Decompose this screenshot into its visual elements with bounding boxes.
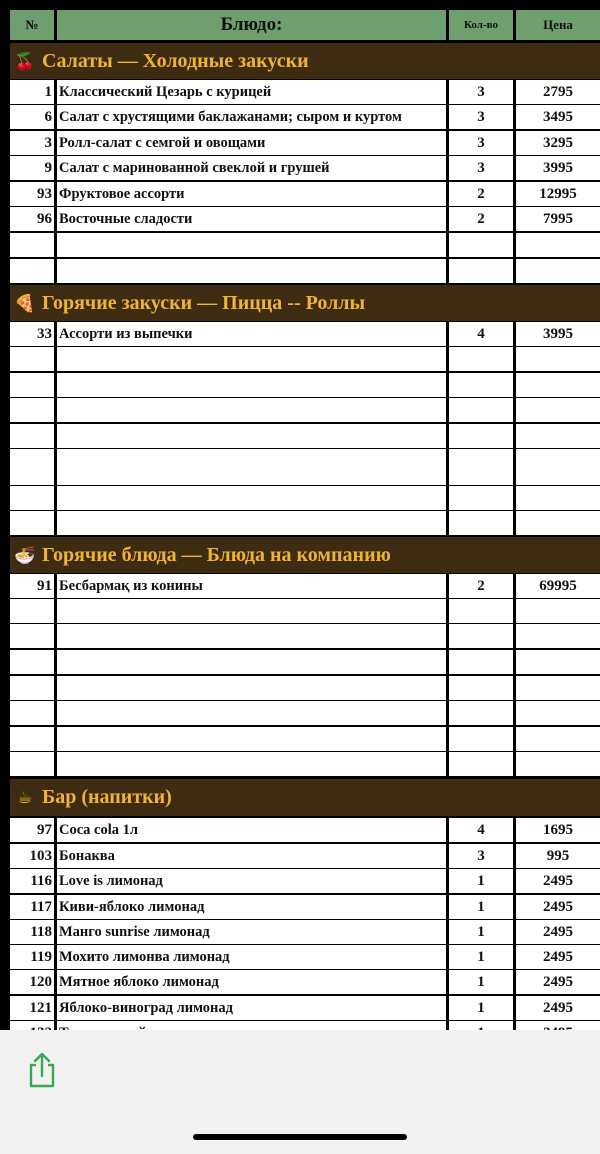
table-row[interactable] — [0, 844, 600, 868]
row-dish-name: Восточные сладости — [57, 207, 446, 231]
row-dish-name: Coca cola 1л — [57, 818, 446, 842]
row-num: 3 — [10, 131, 54, 155]
table-row[interactable] — [0, 80, 600, 104]
row-price: 3295 — [516, 131, 600, 155]
row-num: 93 — [10, 182, 54, 206]
section-header — [10, 779, 600, 816]
table-row[interactable] — [0, 818, 600, 842]
table-row[interactable] — [0, 156, 600, 180]
row-price — [516, 486, 600, 510]
table-row[interactable] — [0, 105, 600, 129]
row-num — [10, 624, 54, 648]
row-num: 96 — [10, 207, 54, 231]
row-qty: 3 — [449, 156, 513, 180]
table-row[interactable] — [0, 701, 600, 725]
row-dish-name — [57, 676, 446, 700]
row-qty: 2 — [449, 182, 513, 206]
row-qty: 3 — [449, 844, 513, 868]
row-qty — [449, 599, 513, 623]
row-num: 33 — [10, 322, 54, 346]
row-price — [516, 373, 600, 397]
row-qty — [449, 259, 513, 283]
row-qty — [449, 676, 513, 700]
row-dish-name: Ассорти из выпечки — [57, 322, 446, 346]
row-price — [516, 424, 600, 448]
row-price: 995 — [516, 844, 600, 868]
row-num: 1 — [10, 80, 54, 104]
row-dish-name — [57, 347, 446, 371]
row-num: 6 — [10, 105, 54, 129]
row-dish-name: Салат с маринованной свеклой и грушей — [57, 156, 446, 180]
row-num — [10, 398, 54, 422]
row-qty — [449, 373, 513, 397]
row-num: 121 — [10, 996, 54, 1020]
table-row[interactable] — [0, 945, 600, 969]
row-price — [516, 398, 600, 422]
table-row[interactable] — [0, 182, 600, 206]
row-price: 2495 — [516, 895, 600, 919]
row-qty — [449, 727, 513, 751]
row-dish-name: Мятное яблоко лимонад — [57, 970, 446, 994]
row-price: 69995 — [516, 574, 600, 598]
row-price — [516, 727, 600, 751]
row-price — [516, 624, 600, 648]
section-title: Салаты — Холодные закуски — [42, 50, 309, 72]
table-row[interactable] — [0, 895, 600, 919]
table-row[interactable] — [0, 322, 600, 346]
row-dish-name — [57, 233, 446, 257]
row-num: 117 — [10, 895, 54, 919]
row-qty — [449, 486, 513, 510]
row-num — [10, 676, 54, 700]
row-dish-name: Мохито лимонва лимонад — [57, 945, 446, 969]
home-indicator — [193, 1134, 407, 1140]
section-title: Бар (напитки) — [42, 786, 172, 808]
row-dish-name — [57, 449, 446, 485]
row-qty — [449, 752, 513, 776]
row-qty — [449, 233, 513, 257]
row-price — [516, 347, 600, 371]
table-row[interactable] — [0, 970, 600, 994]
row-num — [10, 727, 54, 751]
row-price — [516, 233, 600, 257]
row-num — [10, 424, 54, 448]
row-num — [10, 486, 54, 510]
row-price: 3495 — [516, 105, 600, 129]
table-row[interactable] — [0, 398, 600, 422]
row-dish-name — [57, 424, 446, 448]
row-qty: 2 — [449, 207, 513, 231]
row-qty: 1 — [449, 945, 513, 969]
row-dish-name — [57, 752, 446, 776]
row-qty — [449, 650, 513, 674]
row-dish-name: Love is лимонад — [57, 869, 446, 893]
row-price — [516, 599, 600, 623]
table-row[interactable] — [0, 752, 600, 776]
row-num — [10, 511, 54, 535]
table-row[interactable] — [0, 996, 600, 1020]
row-num: 9 — [10, 156, 54, 180]
table-row[interactable] — [0, 486, 600, 510]
row-qty — [449, 624, 513, 648]
row-price — [516, 676, 600, 700]
row-price: 3995 — [516, 156, 600, 180]
row-price: 2795 — [516, 80, 600, 104]
table-row[interactable] — [0, 131, 600, 155]
row-dish-name — [57, 727, 446, 751]
row-qty — [449, 424, 513, 448]
section-title: Горячие блюда — Блюда на компанию — [42, 544, 391, 566]
row-dish-name: Яблоко-виноград лимонад — [57, 996, 446, 1020]
header-price: Цена — [516, 10, 600, 40]
row-dish-name: Фруктовое ассорти — [57, 182, 446, 206]
row-qty — [449, 701, 513, 725]
table-row[interactable] — [0, 869, 600, 893]
row-dish-name: Салат с хрустящими баклажанами; сыром и куртом — [57, 105, 446, 129]
row-num — [10, 347, 54, 371]
row-qty — [449, 398, 513, 422]
row-price: 2495 — [516, 920, 600, 944]
section-header — [10, 285, 600, 321]
table-row[interactable] — [0, 676, 600, 700]
row-num — [10, 752, 54, 776]
table-row[interactable] — [0, 207, 600, 231]
share-icon[interactable] — [26, 1052, 58, 1088]
row-num — [10, 650, 54, 674]
table-row[interactable] — [0, 449, 600, 485]
row-price: 7995 — [516, 207, 600, 231]
section-header — [10, 537, 600, 573]
table-row[interactable] — [0, 727, 600, 751]
row-qty: 3 — [449, 131, 513, 155]
row-dish-name — [57, 486, 446, 510]
row-qty: 1 — [449, 895, 513, 919]
row-num — [10, 373, 54, 397]
row-qty: 3 — [449, 80, 513, 104]
row-dish-name — [57, 373, 446, 397]
row-dish-name: Бонаква — [57, 844, 446, 868]
table-row[interactable] — [0, 373, 600, 397]
table-row[interactable] — [0, 347, 600, 371]
row-dish-name — [57, 624, 446, 648]
row-num — [10, 233, 54, 257]
row-price: 2495 — [516, 945, 600, 969]
row-qty — [449, 511, 513, 535]
row-num: 118 — [10, 920, 54, 944]
soup-bowl-icon: 🍜 — [14, 546, 36, 566]
row-dish-name: Классический Цезарь с курицей — [57, 80, 446, 104]
row-price — [516, 449, 600, 485]
row-dish-name — [57, 511, 446, 535]
row-price: 2495 — [516, 869, 600, 893]
table-row[interactable] — [0, 599, 600, 623]
row-num: 116 — [10, 869, 54, 893]
header-dish: Блюдо: — [57, 10, 446, 40]
row-qty: 1 — [449, 920, 513, 944]
cherry-icon: 🍒 — [14, 52, 36, 72]
table-row[interactable] — [0, 424, 600, 448]
row-dish-name: Бесбармақ из конины — [57, 574, 446, 598]
row-num — [10, 599, 54, 623]
row-price — [516, 511, 600, 535]
row-qty: 4 — [449, 322, 513, 346]
row-qty: 3 — [449, 105, 513, 129]
row-price — [516, 701, 600, 725]
row-num — [10, 701, 54, 725]
row-price — [516, 752, 600, 776]
row-qty: 2 — [449, 574, 513, 598]
row-dish-name — [57, 259, 446, 283]
row-qty — [449, 347, 513, 371]
row-num — [10, 449, 54, 485]
row-dish-name: Ролл-салат с семгой и овощами — [57, 131, 446, 155]
row-qty — [449, 449, 513, 485]
header-qty: Кол-во — [449, 10, 513, 40]
row-qty: 1 — [449, 996, 513, 1020]
row-num — [10, 259, 54, 283]
pizza-icon: 🍕 — [14, 294, 36, 314]
row-price: 12995 — [516, 182, 600, 206]
table-header — [0, 10, 600, 40]
table-row[interactable] — [0, 650, 600, 674]
row-dish-name — [57, 650, 446, 674]
row-dish-name: Киви-яблоко лимонад — [57, 895, 446, 919]
coffee-cup-icon: ☕ — [17, 788, 33, 808]
row-num: 103 — [10, 844, 54, 868]
row-num: 91 — [10, 574, 54, 598]
row-price: 1695 — [516, 818, 600, 842]
section-header — [10, 43, 600, 79]
row-price: 2495 — [516, 970, 600, 994]
header-num: № — [10, 10, 54, 40]
row-qty: 1 — [449, 970, 513, 994]
row-num: 119 — [10, 945, 54, 969]
table-row[interactable] — [0, 624, 600, 648]
table-row[interactable] — [0, 259, 600, 283]
row-price — [516, 650, 600, 674]
table-row[interactable] — [0, 574, 600, 598]
row-qty: 4 — [449, 818, 513, 842]
row-dish-name: Манго sunrise лимонад — [57, 920, 446, 944]
row-dish-name — [57, 701, 446, 725]
row-num: 120 — [10, 970, 54, 994]
row-price: 3995 — [516, 322, 600, 346]
row-dish-name — [57, 599, 446, 623]
row-dish-name — [57, 398, 446, 422]
row-price: 2495 — [516, 996, 600, 1020]
table-row[interactable] — [0, 511, 600, 535]
table-row[interactable] — [0, 920, 600, 944]
row-num: 97 — [10, 818, 54, 842]
row-price — [516, 259, 600, 283]
table-row[interactable] — [0, 233, 600, 257]
row-qty: 1 — [449, 869, 513, 893]
section-title: Горячие закуски — Пицца -- Роллы — [42, 292, 366, 314]
